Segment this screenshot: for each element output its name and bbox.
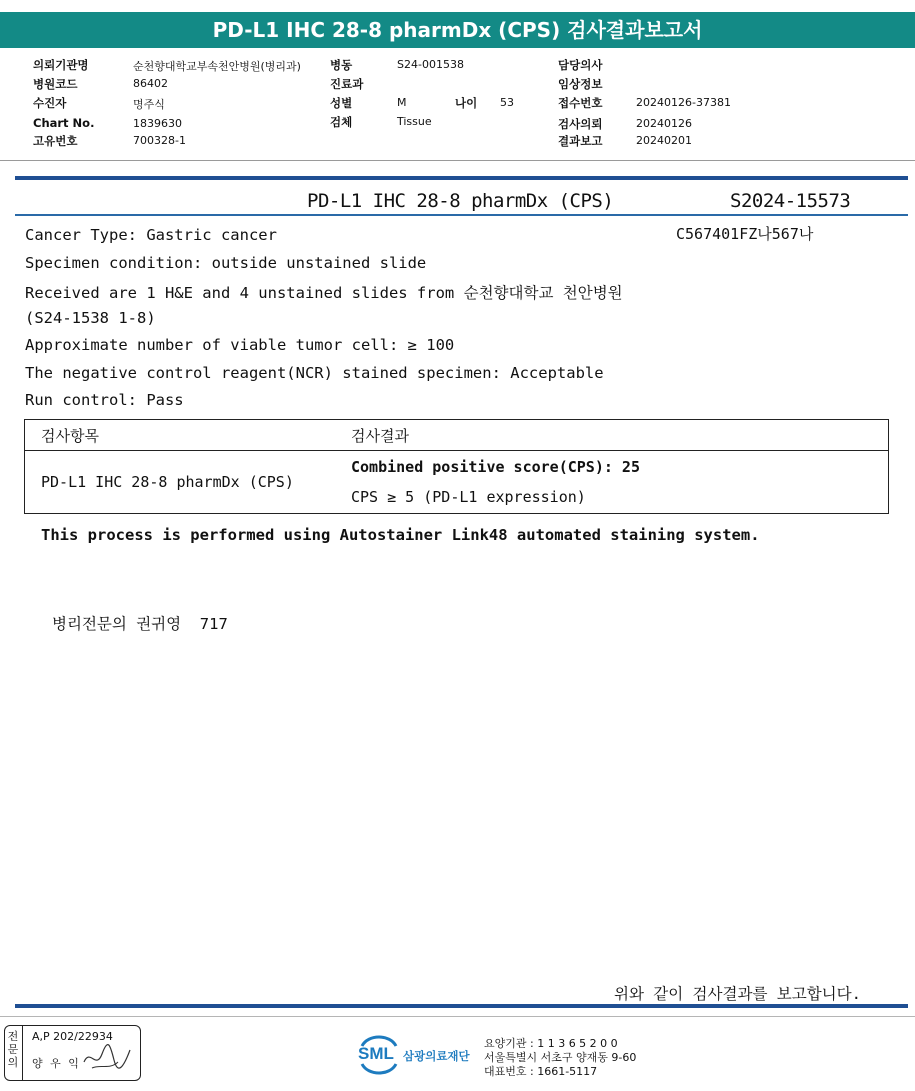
chart-no-label: Chart No. [33,116,95,130]
specimen-label: 검체 [330,115,353,129]
request-date-value: 20240126 [636,117,692,130]
hospital-name-value: 순천향대학교부속천안병원(병리과) [133,60,301,73]
specimen-value: Tissue [397,115,432,128]
specialist-vertical-label [6,1030,20,1069]
doctor-label: 담당의사 [558,58,603,72]
footer-top-rule [15,1004,908,1008]
patient-name-label: 수진자 [33,96,67,110]
slide-id-line: (S24-1538 1-8) [25,309,156,327]
header-divider [0,160,915,161]
process-note: This process is performed using Autostainer Link48 automated staining system. [41,526,760,544]
run-control-line: Run control: Pass [25,391,184,409]
ward-value: S24-001538 [397,58,464,71]
report-test-name: PD-L1 IHC 28-8 pharmDx (CPS) [307,190,614,212]
col-result-header: 검사결과 [351,420,889,451]
ward-label: 병동 [330,58,353,72]
hospital-code-label: 병원코드 [33,77,78,91]
report-number: S2024-15573 [730,190,851,212]
cps-score: Combined positive score(CPS): 25 [351,458,640,476]
table-row [25,451,889,514]
footer-divider [0,1016,915,1017]
negative-control-line: The negative control reagent(NCR) stained specimen: Acceptable [25,364,604,382]
org-address: 서울특별시 서초구 양재동 9-60 [484,1051,637,1064]
report-date-value: 20240201 [636,134,692,147]
patient-name-value: 명주식 [133,98,165,111]
report-title-bar [0,12,915,48]
org-phone: 대표번호 : 1661-5117 [484,1065,598,1078]
report-title: PD-L1 IHC 28-8 pharmDx (CPS) 검사결과보고서 [212,18,703,42]
report-head-rule [15,214,908,216]
org-name: 삼광의료재단 [403,1049,470,1063]
specimen-condition-line: Specimen condition: outside unstained slide [25,254,427,272]
result-table-header [25,420,889,451]
signature-box-divider [22,1025,23,1081]
sex-label: 성별 [330,96,353,110]
specialist-label: 전문의 [7,1030,19,1069]
received-line: Received are 1 H&E and 4 unstained slides from 순천향대학교 천안병원 [25,284,623,302]
report-top-rule [15,176,908,180]
chart-no-value: 1839630 [133,117,182,130]
test-item-cell: PD-L1 IHC 28-8 pharmDx (CPS) [41,473,294,491]
result-table [24,419,889,514]
receipt-no-value: 20240126-37381 [636,96,731,109]
institution-code: 요양기관 : 1 1 3 6 5 2 0 0 [484,1037,618,1050]
hospital-name-label: 의뢰기관명 [33,58,89,72]
ap-number: A,P 202/22934 [32,1030,113,1043]
report-sub-code: C567401FZ나567나 [676,225,814,243]
hospital-code-value: 86402 [133,77,168,90]
report-date-label: 결과보고 [558,134,603,148]
pathologist-signature-line: 병리전문의 권귀영 717 [52,615,228,633]
sex-value: M [397,96,407,109]
unique-no-value: 700328-1 [133,134,186,147]
col-item-header: 검사항목 [25,420,352,451]
department-label: 진료과 [330,77,364,91]
viable-tumor-line: Approximate number of viable tumor cell: ≥ 100 [25,336,455,354]
logo-text: SML [358,1044,394,1063]
age-label: 나이 [455,96,478,110]
cancer-type-line: Cancer Type: Gastric cancer [25,226,277,244]
test-result-cell [351,451,889,514]
cps-interpretation: CPS ≥ 5 (PD-L1 expression) [351,488,586,506]
handwritten-signature [80,1040,136,1074]
unique-no-label: 고유번호 [33,134,78,148]
signing-doctor-name: 양 우 익 [32,1057,81,1070]
receipt-no-label: 접수번호 [558,96,603,110]
age-value: 53 [500,96,514,109]
request-date-label: 검사의뢰 [558,117,603,131]
closing-statement: 위와 같이 검사결과를 보고합니다. [614,985,861,1003]
clinical-info-label: 임상정보 [558,77,603,91]
